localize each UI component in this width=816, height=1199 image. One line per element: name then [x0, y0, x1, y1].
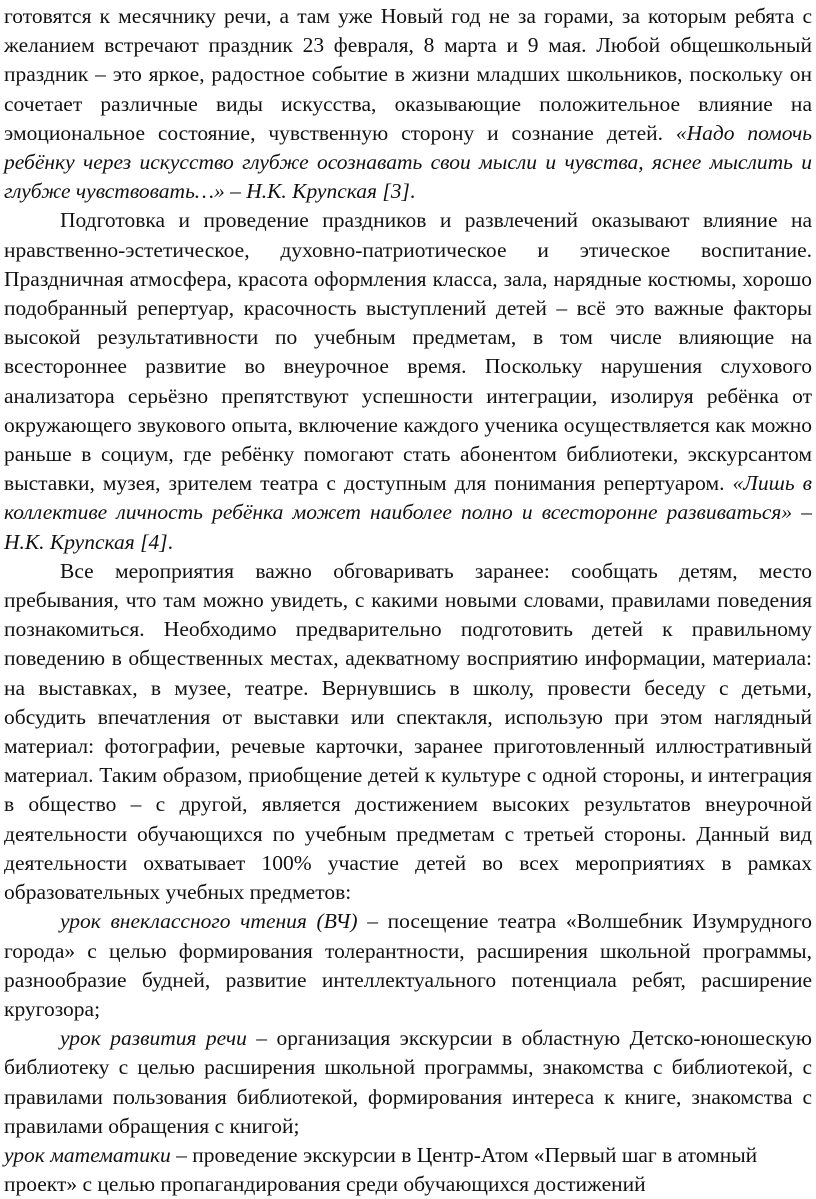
list-item-1-subject: урок внеклассного чтения (ВЧ) [60, 909, 358, 934]
paragraph-3-text: Все мероприятия важно обговаривать заранее: сообщать детям, место пребывания, что там можно увидеть, с какими новыми словами, правилами поведения познакомиться. Необходимо предварительно подготовить детей к правильному поведению в общественных местах, адекватному восприятию информации, материала: на выставках, в музее, театре. Вернувшись в школу, провести беседу с детьми, обсудить впечатления от выставки или спектакля, использую при этом наглядный материал: фотографии, речевые карточки, заранее приготовленный иллюстративный материал. Таким образом, приобщение детей к культуре с одной стороны, и интеграция в общество – с другой, является достижением высоких результатов внеурочной деятельности обучающихся по учебным предметам с третьей стороны. Данный вид деятельности охватывает 100% участие детей во всех мероприятиях в рамках образовательных учебных предметов: [4, 558, 812, 905]
paragraph-3 [4, 557, 812, 907]
list-item-speech-development [4, 1024, 812, 1141]
paragraph-1-quote: «Надо помочь ребёнку через искусство глубже осознавать свои мысли и чувства, яснее мыслить и глубже чувствовать…» – Н.К. Крупская [3] [4, 120, 812, 204]
paragraph-2-text: Подготовка и проведение праздников и развлечений оказывают влияние на нравственно-эстетическое, духовно-патриотическое и этическое воспитание. Праздничная атмосфера, красота оформления класса, зала, нарядные костюмы, хорошо подобранный репертуар, красочность выступлений детей – всё это важные факторы высокой результативности по учебным предметам, в том числе влияющие на всестороннее развитие во внеурочное время. Поскольку нарушения слухового анализатора серьёзно препятствуют успешности интеграции, изолируя ребёнка от окружающего звукового опыта, включение каждого ученика осуществляется как можно раньше в социум, где ребёнку помогают стать абонентом библиотеки, экскурсантом выставки, музея, зрителем театра с доступным для понимания репертуаром. [4, 208, 812, 496]
paragraph-1-text: готовятся к месячнику речи, а там уже Новый год не за горами, за которым ребята с желанием встречают праздник 23 февраля, 8 марта и 9 мая. Любой общешкольный праздник – это яркое, радостное событие в жизни младших школьников, поскольку он сочетает различные виды искусства, оказывающие положительное влияние на эмоциональное состояние, чувственную сторону и сознание детей. [4, 4, 812, 145]
list-item-extracurricular-reading [4, 907, 812, 1024]
paragraph-2 [4, 206, 812, 556]
list-item-2-subject: урок развития речи [60, 1026, 247, 1051]
paragraph-1-end: . [409, 179, 416, 204]
list-item-3-text: – проведение экскурсии в Центр-Атом «Первый шаг в атомный проект» с целью пропагандирования среди обучающихся достижений [4, 1142, 758, 1197]
paragraph-2-quote: «Лишь в коллективе личность ребёнка может наиболее полно и всесторонне развиваться» – Н.К. Крупская [4] [4, 471, 812, 554]
paragraph-2-end: . [167, 529, 174, 554]
list-item-2-text: – организация экскурсии в областную Детско-юношескую библиотеку с целью расширения школьной программы, знакомства с библиотекой, с правилами пользования библиотекой, формирования интереса к книге, знакомства с правилами обращения с книгой; [4, 1026, 812, 1138]
paragraph-1 [4, 2, 812, 206]
list-item-3-subject: урок математики [4, 1142, 171, 1167]
list-item-mathematics [4, 1141, 812, 1199]
list-item-1-text: – посещение театра «Волшебник Изумрудного города» с целью формирования толерантности, расширения школьной программы, разнообразие будней, развитие интеллектуального потенциала ребят, расширение кругозора; [4, 909, 812, 1021]
